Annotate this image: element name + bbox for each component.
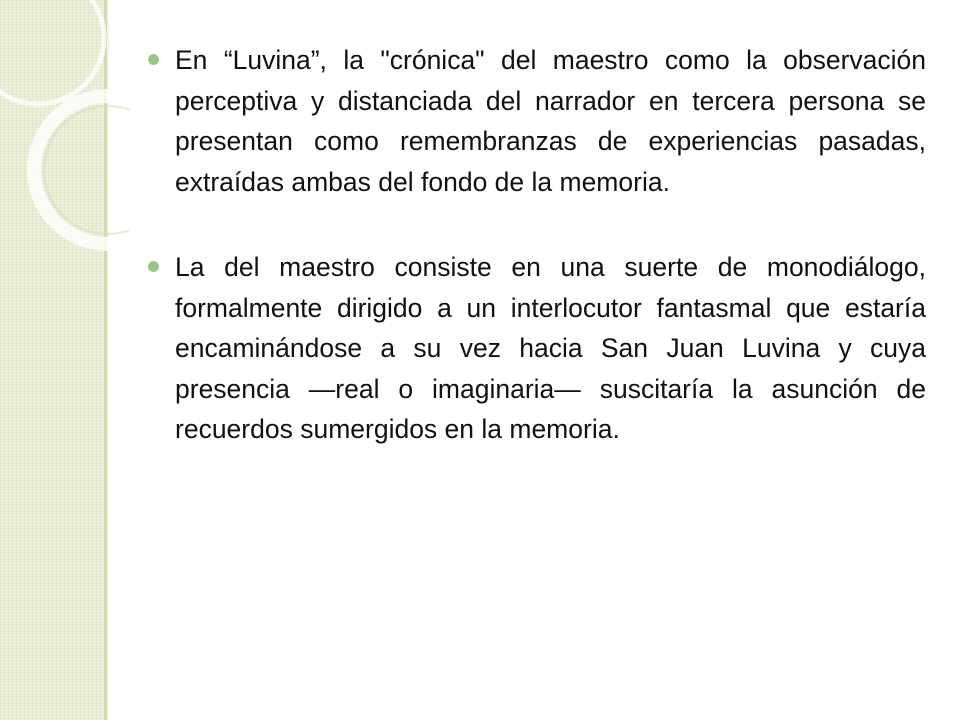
bullet-item: [148, 247, 926, 450]
slide-content: [148, 40, 926, 450]
bullet-text: La del maestro consiste en una suerte de monodiálogo, formalmente dirigido a un interlocutor fantasmal que estaría encaminándose a su vez hacia San Juan Luvina y cuya presencia —real o imaginaria— suscitaría la asunción de recuerdos sumergidos en la memoria.: [175, 252, 926, 444]
bullet-item: [148, 40, 926, 202]
bullet-text: En “Luvina”, la "crónica" del maestro como la observación perceptiva y distanciada del narrador en tercera persona se presentan como remembranzas de experiencias pasadas, extraídas ambas del fondo de la memoria.: [175, 45, 926, 197]
bullet-dot-icon: [148, 261, 159, 272]
decorative-rings: [0, 0, 130, 260]
decorative-ring-inner: [34, 96, 130, 244]
bullet-dot-icon: [148, 54, 159, 65]
decorative-ring-outer: [0, 0, 104, 104]
